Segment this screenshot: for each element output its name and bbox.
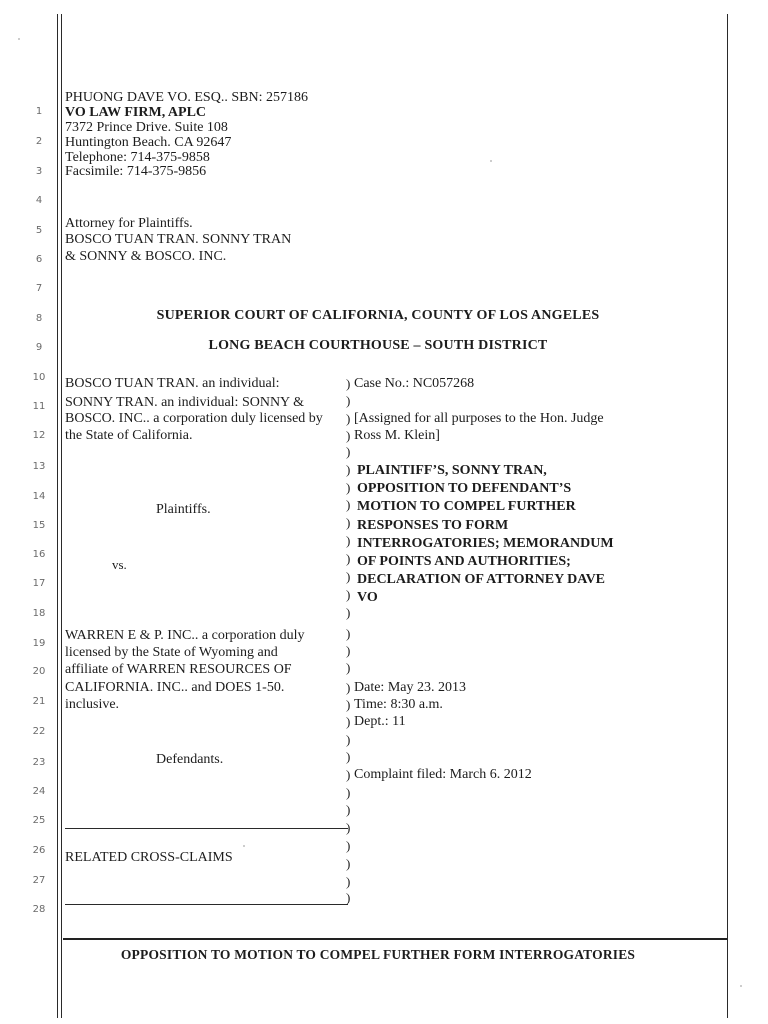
caption-paren: ) [346, 551, 351, 566]
document-title-line: VO [357, 590, 378, 606]
right-margin-rule [727, 14, 728, 1018]
caption-paren: ) [346, 785, 351, 800]
caption-paren: ) [346, 480, 351, 495]
caption-paren: ) [346, 767, 351, 782]
line-number: 2 [35, 136, 43, 147]
firm-address-line1: 7372 Prince Drive. Suite 108 [65, 120, 228, 135]
caption-paren: ) [346, 533, 351, 548]
caption-paren: ) [346, 643, 351, 658]
caption-paren: ) [346, 605, 351, 620]
document-title-line: PLAINTIFF’S, SONNY TRAN, [357, 463, 547, 478]
court-name: SUPERIOR COURT OF CALIFORNIA, COUNTY OF LOS ANGELES [156, 308, 600, 323]
document-title-line: INTERROGATORIES; MEMORANDUM [357, 535, 614, 551]
caption-divider-2 [65, 904, 348, 905]
defendants-caption-line: inclusive. [65, 697, 120, 712]
attorney-for-label: Attorney for Plaintiffs. [65, 216, 193, 231]
scan-speck [740, 985, 742, 987]
document-title [357, 462, 614, 608]
caption-paren: ) [346, 714, 351, 729]
line-number: 13 [32, 461, 46, 472]
document-title-line: MOTION TO COMPEL FURTHER [357, 499, 576, 515]
scan-speck [243, 845, 245, 847]
line-number: 4 [35, 195, 43, 206]
hearing-dept: Dept.: 11 [354, 714, 406, 729]
line-number: 17 [32, 578, 46, 589]
line-number: 11 [32, 401, 46, 412]
line-number: 1 [35, 106, 43, 117]
caption-paren: ) [346, 587, 351, 602]
line-number: 24 [32, 786, 46, 797]
footer-rule [63, 938, 727, 940]
judge-assignment-line2: Ross M. Klein] [354, 428, 440, 443]
caption-paren: ) [346, 874, 351, 889]
line-number: 20 [32, 666, 46, 677]
defendants-caption-line: affiliate of WARREN RESOURCES OF [65, 662, 292, 677]
line-number: 3 [35, 166, 43, 177]
document-title-line: OF POINTS AND AUTHORITIES; [357, 554, 571, 570]
caption-paren: ) [346, 820, 351, 835]
complaint-filed: Complaint filed: March 6. 2012 [354, 767, 532, 782]
left-margin-rule-outer [57, 14, 58, 1018]
caption-paren: ) [346, 697, 351, 712]
caption-paren: ) [346, 376, 351, 391]
caption-paren: ) [346, 626, 351, 641]
left-margin-rule-inner [61, 14, 62, 1018]
caption-paren: ) [346, 462, 351, 477]
line-number: 25 [32, 815, 46, 826]
versus-label: vs. [112, 557, 127, 572]
line-number: 15 [32, 520, 46, 531]
caption-paren: ) [346, 680, 351, 695]
caption-paren: ) [346, 749, 351, 764]
line-number: 14 [32, 491, 46, 502]
line-number: 8 [35, 313, 43, 324]
line-number: 18 [32, 608, 46, 619]
caption-paren: ) [346, 802, 351, 817]
line-number: 23 [32, 757, 46, 768]
attorney-for-client-line2: & SONNY & BOSCO. INC. [65, 249, 227, 264]
attorney-for-client-line1: BOSCO TUAN TRAN. SONNY TRAN [65, 232, 292, 247]
line-number: 12 [32, 430, 46, 441]
plaintiffs-caption-line: BOSCO TUAN TRAN. an individual: [65, 376, 280, 391]
line-number: 26 [32, 845, 46, 856]
caption-paren: ) [346, 856, 351, 871]
firm-address-line2: Huntington Beach. CA 92647 [65, 135, 232, 150]
line-number: 22 [32, 726, 46, 737]
document-title-line: OPPOSITION TO DEFENDANT’S [357, 481, 572, 497]
line-number: 7 [35, 283, 43, 294]
scan-speck [18, 38, 20, 40]
firm-facsimile: Facsimile: 714-375-9856 [65, 164, 207, 179]
scan-speck [490, 160, 492, 162]
caption-paren: ) [346, 732, 351, 747]
line-number: 16 [32, 549, 46, 560]
caption-paren: ) [346, 890, 351, 905]
line-number: 28 [32, 904, 46, 915]
footer-title: OPPOSITION TO MOTION TO COMPEL FURTHER FORM INTERROGATORIES [120, 947, 636, 962]
plaintiffs-caption-line: the State of California. [65, 428, 193, 443]
line-number: 19 [32, 638, 46, 649]
document-title-line: DECLARATION OF ATTORNEY DAVE [357, 572, 606, 588]
hearing-date: Date: May 23. 2013 [354, 680, 466, 695]
case-number: Case No.: NC057268 [354, 376, 475, 391]
line-number: 9 [35, 342, 43, 353]
caption-paren: ) [346, 660, 351, 675]
defendants-caption-line: CALIFORNIA. INC.. and DOES 1-50. [65, 680, 285, 695]
firm-telephone: Telephone: 714-375-9858 [65, 150, 210, 165]
defendants-caption-line: WARREN E & P. INC.. a corporation duly [65, 628, 305, 643]
defendants-caption-line: licensed by the State of Wyoming and [65, 645, 278, 660]
line-number: 5 [35, 225, 43, 236]
law-firm-name: VO LAW FIRM, APLC [65, 105, 207, 120]
caption-divider-1 [65, 828, 348, 829]
hearing-time: Time: 8:30 a.m. [354, 697, 443, 712]
line-number: 21 [32, 696, 46, 707]
line-number: 10 [32, 372, 46, 383]
caption-paren: ) [346, 569, 351, 584]
caption-paren: ) [346, 515, 351, 530]
defendants-label: Defendants. [156, 752, 224, 767]
plaintiffs-caption-line: BOSCO. INC.. a corporation duly licensed by [65, 411, 323, 426]
line-number: 27 [32, 875, 46, 886]
line-number: 6 [35, 254, 43, 265]
plaintiffs-caption-line: SONNY TRAN. an individual: SONNY & [65, 395, 305, 410]
caption-paren: ) [346, 411, 351, 426]
caption-paren: ) [346, 838, 351, 853]
attorney-name: PHUONG DAVE VO. ESQ.. SBN: 257186 [65, 90, 308, 105]
plaintiffs-label: Plaintiffs. [156, 502, 211, 517]
judge-assignment-line1: [Assigned for all purposes to the Hon. Judge [354, 411, 604, 426]
caption-paren: ) [346, 393, 351, 408]
caption-paren: ) [346, 428, 351, 443]
related-cross-claims: RELATED CROSS-CLAIMS [65, 850, 233, 865]
courthouse-name: LONG BEACH COURTHOUSE – SOUTH DISTRICT [208, 338, 548, 353]
caption-paren: ) [346, 444, 351, 459]
document-title-line: RESPONSES TO FORM [357, 517, 509, 533]
caption-paren: ) [346, 497, 351, 512]
